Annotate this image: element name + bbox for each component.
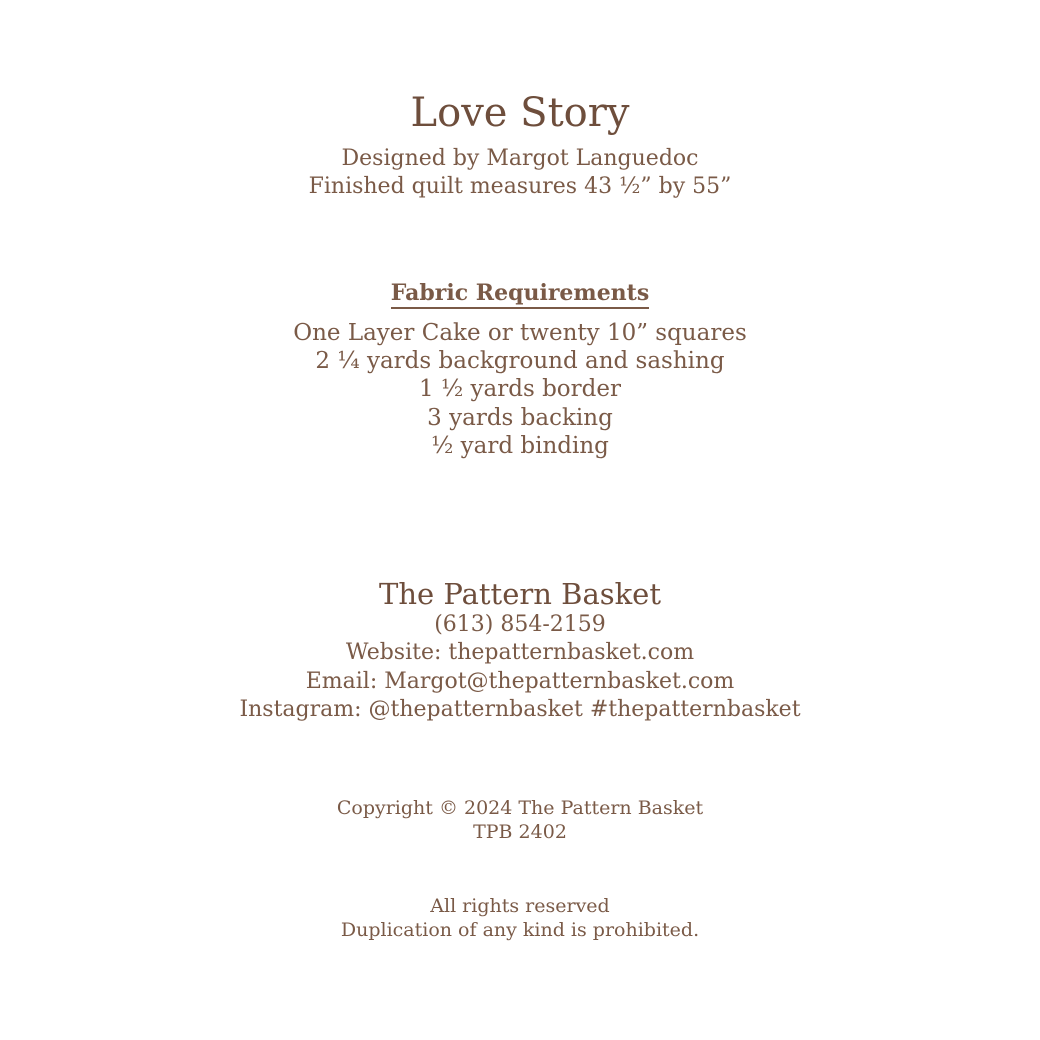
fabric-item: One Layer Cake or twenty 10” squares: [293, 320, 747, 346]
email-line: Email: Margot@thepatternbasket.com: [305, 669, 735, 694]
instagram-line: Instagram: @thepatternbasket #thepatternbasket: [239, 697, 801, 722]
fabric-requirements-heading-text: Fabric Requirements: [391, 280, 649, 309]
company-name: The Pattern Basket: [379, 577, 661, 611]
pattern-title: Love Story: [410, 90, 630, 136]
fabric-item: ½ yard binding: [431, 433, 609, 459]
rights-line: All rights reserved: [430, 895, 610, 917]
phone-number: (613) 854-2159: [434, 612, 606, 637]
finished-size: Finished quilt measures 43 ½” by 55”: [308, 174, 732, 199]
pattern-code: TPB 2402: [473, 821, 567, 843]
designer-credit: Designed by Margot Languedoc: [341, 146, 699, 171]
fabric-item: 2 ¼ yards background and sashing: [315, 348, 725, 374]
duplication-notice: Duplication of any kind is prohibited.: [340, 919, 700, 941]
website-line: Website: thepatternbasket.com: [345, 640, 695, 665]
fabric-requirements-heading: [0, 279, 1040, 307]
fabric-item: 3 yards backing: [427, 405, 613, 431]
fabric-item: 1 ½ yards border: [419, 376, 621, 402]
copyright-line: Copyright © 2024 The Pattern Basket: [336, 797, 704, 819]
